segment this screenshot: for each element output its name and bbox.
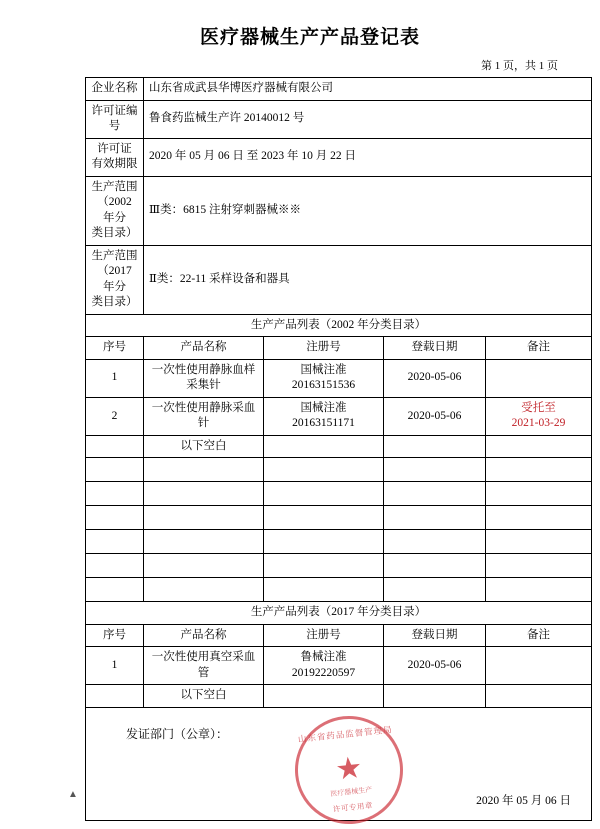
cell-product-name: 一次性使用静脉采血针 bbox=[144, 397, 264, 435]
value-license-no: 鲁食药监械生产许 20140012 号 bbox=[144, 100, 592, 138]
cell-empty bbox=[486, 458, 592, 482]
label-scope-2017-line1: 生产范围 bbox=[91, 249, 138, 262]
remark-line2: 2021-03-29 bbox=[511, 417, 566, 430]
cell-empty bbox=[486, 506, 592, 530]
table-header-row bbox=[86, 337, 592, 360]
cell-empty bbox=[86, 530, 144, 554]
table-row bbox=[86, 685, 592, 708]
cell-empty bbox=[486, 578, 592, 602]
cell-remark bbox=[486, 397, 592, 435]
registration-no-line2: 20163151536 bbox=[291, 379, 356, 392]
cell-empty bbox=[144, 506, 264, 530]
section-title-2002: 生产产品列表（2002 年分类目录） bbox=[86, 314, 592, 337]
cell-empty bbox=[86, 554, 144, 578]
cell-empty bbox=[144, 530, 264, 554]
table-row bbox=[86, 602, 592, 625]
cell-empty bbox=[486, 482, 592, 506]
scan-corner-mark: ▲ bbox=[68, 789, 78, 800]
label-scope-2002-line3: 类目录） bbox=[91, 227, 138, 240]
column-header-listing-date: 登载日期 bbox=[384, 337, 486, 360]
table-row bbox=[86, 78, 592, 101]
cell-listing-date bbox=[384, 435, 486, 458]
registration-no-line2: 20192220597 bbox=[291, 666, 356, 679]
document-page bbox=[0, 22, 600, 822]
cell-empty bbox=[264, 506, 384, 530]
cell-no bbox=[86, 685, 144, 708]
table-row-empty bbox=[86, 458, 592, 482]
section-title-2017: 生产产品列表（2017 年分类目录） bbox=[86, 602, 592, 625]
label-scope-2017-line2: （2017 年分 bbox=[97, 265, 132, 293]
column-header-no: 序号 bbox=[86, 337, 144, 360]
label-validity-line2: 有效期限 bbox=[91, 158, 138, 171]
value-validity: 2020 年 05 月 06 日 至 2023 年 10 月 22 日 bbox=[144, 138, 592, 176]
cell-empty bbox=[86, 578, 144, 602]
page-indicator: 第 1 页，共 1 页 bbox=[481, 60, 558, 72]
column-header-no: 序号 bbox=[86, 624, 144, 647]
column-header-remark: 备注 bbox=[486, 337, 592, 360]
issuer-label: 发证部门（公章）： bbox=[126, 726, 229, 741]
table-row-empty bbox=[86, 554, 592, 578]
label-validity bbox=[86, 138, 144, 176]
label-scope-2002 bbox=[86, 176, 144, 245]
table-row bbox=[86, 647, 592, 685]
cell-registration-no bbox=[264, 359, 384, 397]
cell-empty bbox=[384, 458, 486, 482]
cell-empty bbox=[144, 458, 264, 482]
table-row bbox=[86, 245, 592, 314]
value-scope-2017: Ⅱ类：22-11 采样设备和器具 bbox=[144, 245, 592, 314]
blank-note-2017: 以下空白 bbox=[144, 685, 264, 708]
star-icon: ★ bbox=[333, 750, 364, 787]
cell-no bbox=[86, 435, 144, 458]
cell-no: 1 bbox=[86, 359, 144, 397]
cell-empty bbox=[384, 530, 486, 554]
table-row-empty bbox=[86, 578, 592, 602]
cell-registration-no bbox=[264, 685, 384, 708]
cell-no: 1 bbox=[86, 647, 144, 685]
table-row bbox=[86, 100, 592, 138]
cell-empty bbox=[384, 506, 486, 530]
cell-empty bbox=[144, 482, 264, 506]
cell-remark bbox=[486, 647, 592, 685]
cell-listing-date: 2020-05-06 bbox=[384, 397, 486, 435]
registration-no-line1: 国械注准 bbox=[300, 401, 347, 414]
cell-listing-date bbox=[384, 685, 486, 708]
registration-no-line1: 国械注准 bbox=[300, 363, 347, 376]
remark-line1: 受托至 bbox=[521, 401, 556, 414]
cell-empty bbox=[264, 554, 384, 578]
label-scope-2017-line3: 类目录） bbox=[91, 296, 138, 309]
cell-listing-date: 2020-05-06 bbox=[384, 647, 486, 685]
table-header-row bbox=[86, 624, 592, 647]
official-seal-stamp bbox=[289, 711, 408, 829]
cell-no: 2 bbox=[86, 397, 144, 435]
table-row bbox=[86, 138, 592, 176]
cell-empty bbox=[486, 530, 592, 554]
cell-empty bbox=[384, 554, 486, 578]
cell-listing-date: 2020-05-06 bbox=[384, 359, 486, 397]
page-title: 医疗器械生产产品登记表 bbox=[199, 27, 420, 48]
cell-empty bbox=[86, 482, 144, 506]
column-header-registration-no: 注册号 bbox=[264, 337, 384, 360]
table-row bbox=[86, 359, 592, 397]
table-row-empty bbox=[86, 530, 592, 554]
column-header-product-name: 产品名称 bbox=[144, 337, 264, 360]
table-row bbox=[86, 397, 592, 435]
column-header-remark: 备注 bbox=[486, 624, 592, 647]
cell-empty bbox=[86, 506, 144, 530]
cell-empty bbox=[264, 458, 384, 482]
label-scope-2002-line1: 生产范围 bbox=[91, 180, 138, 193]
table-row bbox=[86, 435, 592, 458]
table-row bbox=[86, 314, 592, 337]
seal-inner bbox=[293, 714, 405, 826]
registration-no-line1: 鲁械注准 bbox=[300, 651, 347, 664]
column-header-product-name: 产品名称 bbox=[144, 624, 264, 647]
label-company-name: 企业名称 bbox=[86, 78, 144, 101]
column-header-registration-no: 注册号 bbox=[264, 624, 384, 647]
cell-remark bbox=[486, 435, 592, 458]
cell-registration-no bbox=[264, 435, 384, 458]
cell-remark bbox=[486, 359, 592, 397]
blank-note-2002: 以下空白 bbox=[144, 435, 264, 458]
cell-product-name: 一次性使用真空采血管 bbox=[144, 647, 264, 685]
table-row bbox=[86, 707, 592, 820]
label-scope-2017 bbox=[86, 245, 144, 314]
cell-empty bbox=[144, 578, 264, 602]
cell-empty bbox=[264, 530, 384, 554]
issue-date: 2020 年 05 月 06 日 bbox=[476, 795, 571, 808]
cell-empty bbox=[264, 482, 384, 506]
cell-empty bbox=[384, 578, 486, 602]
table-row-empty bbox=[86, 482, 592, 506]
cell-empty bbox=[486, 554, 592, 578]
label-scope-2002-line2: （2002 年分 bbox=[97, 196, 132, 224]
label-license-no: 许可证编号 bbox=[86, 100, 144, 138]
value-company-name: 山东省成武县华博医疗器械有限公司 bbox=[144, 78, 592, 101]
issuer-cell bbox=[86, 707, 592, 820]
cell-empty bbox=[86, 458, 144, 482]
value-scope-2002: Ⅲ类：6815 注射穿刺器械※※ bbox=[144, 176, 592, 245]
cell-remark bbox=[486, 685, 592, 708]
seal-mid-text: 医疗器械生产 bbox=[329, 785, 373, 798]
table-row-empty bbox=[86, 506, 592, 530]
seal-top-text: 山东省药品监督管理局 bbox=[297, 724, 393, 745]
cell-registration-no bbox=[264, 647, 384, 685]
cell-empty bbox=[144, 554, 264, 578]
registration-no-line2: 20163151171 bbox=[292, 417, 355, 430]
table-row bbox=[86, 176, 592, 245]
cell-product-name: 一次性使用静脉血样采集针 bbox=[144, 359, 264, 397]
label-validity-line1: 许可证 bbox=[97, 142, 132, 155]
column-header-listing-date: 登载日期 bbox=[384, 624, 486, 647]
registration-table bbox=[85, 77, 592, 821]
issuer-area bbox=[86, 708, 591, 820]
seal-bottom-text: 许可专用章 bbox=[332, 800, 373, 814]
cell-empty bbox=[264, 578, 384, 602]
cell-registration-no bbox=[264, 397, 384, 435]
cell-empty bbox=[384, 482, 486, 506]
